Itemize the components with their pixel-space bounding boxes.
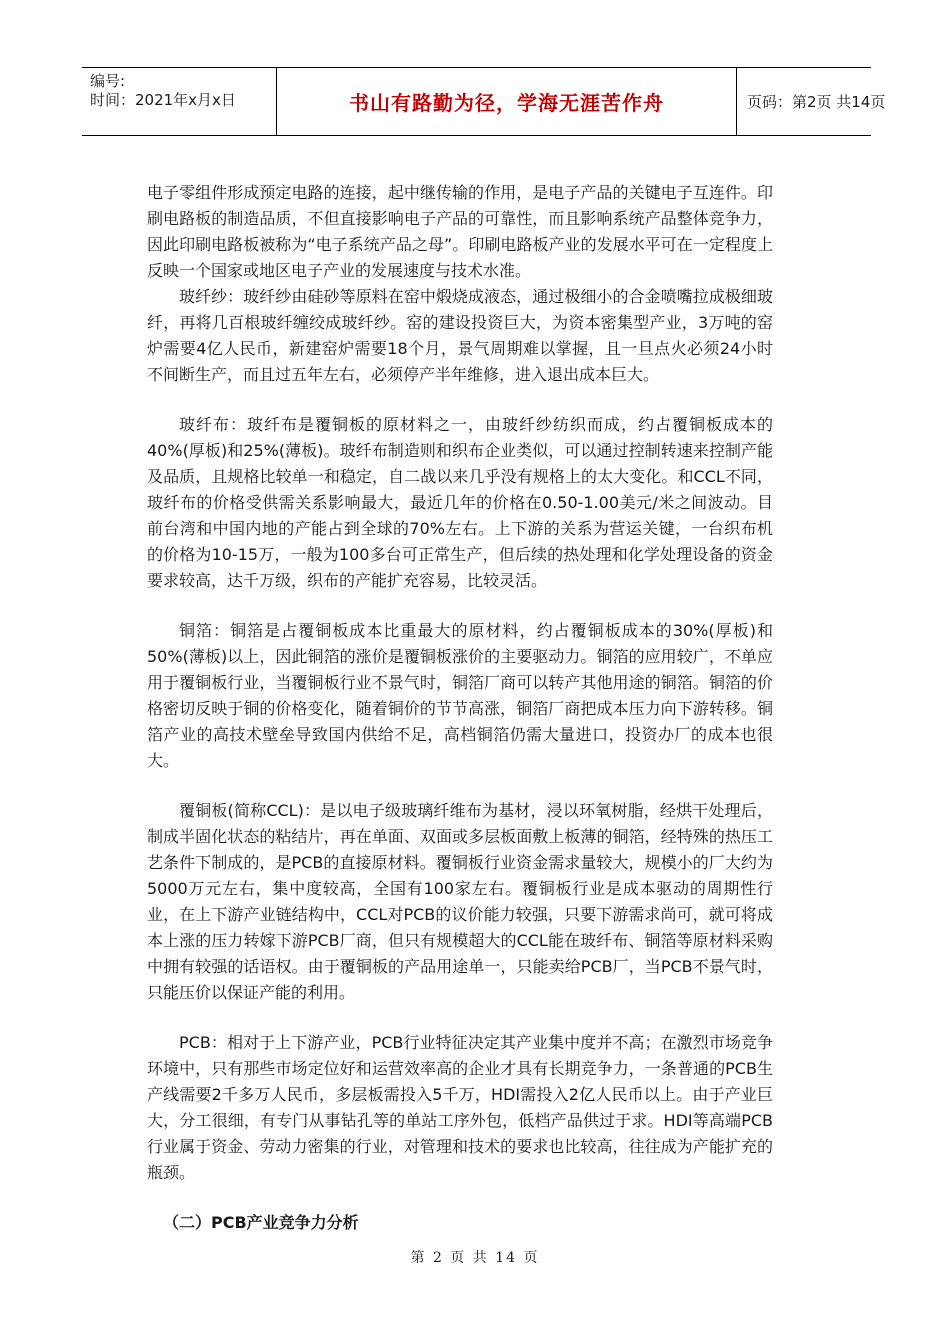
page-footer: 第 2 页 共 14 页 — [410, 1250, 540, 1266]
document-date-label: 时间：2021年x月x日 — [90, 91, 236, 109]
paragraph-pcb: PCB：相对于上下游产业，PCB行业特征决定其产业集中度并不高；在激烈市场竞争环境中，只有那些市场定位好和运营效率高的企业才具有长期竞争力，一条普通的PCB生产线需要2千多万人民币，多层板需投入5千万，HDI需投入2亿人民币以上。由于产业巨大，分工很细，有专门从事钻孔等的单站工序外包，低档产品供过于求。HDI等高端PCB行业属于资金、劳动力密集的行业，对管理和技术的要求也比较高，往往成为产能扩充的瓶颈。 — [147, 1033, 773, 1182]
document-number-label: 编号: — [90, 72, 126, 90]
section-heading: （二）PCB产业竞争力分析 — [163, 1213, 359, 1232]
paragraph-spacer — [147, 1186, 773, 1210]
paragraph-ccl: 覆铜板(简称CCL)：是以电子级玻璃纤维布为基材，浸以环氧树脂，经烘干处理后，制成半固化状态的粘结片，再在单面、双面或多层板面敷上板薄的铜箔，经特殊的热压工艺条件下制成的，是PCB的直接原材料。覆铜板行业资金需求量较大，规模小的厂大约为5000万元左右，集中度较高，全国有100家左右。覆铜板行业是成本驱动的周期性行业，在上下游产业链结构中，CCL对PCB的议价能力较强，只要下游需求尚可，就可将成本上涨的压力转嫁下游PCB厂商，但只有规模超大的CCL能在玻纤布、铜箔等原材料采购中拥有较强的话语权。由于覆铜板的产品用途单一，只能卖给PCB厂，当PCB不景气时，只能压价以保证产能的利用。 — [147, 801, 773, 1002]
paragraph-glass-cloth: 玻纤布：玻纤布是覆铜板的原材料之一，由玻纤纱纺织而成，约占覆铜板成本的40%(厚板)和25%(薄板)。玻纤布制造则和织布企业类似，可以通过控制转速来控制产能及品质，且规格比较单一和稳定，自二战以来几乎没有规格上的太大变化。和CCL不同，玻纤布的价格受供需关系影响最大，最近几年的价格在0.50-1.00美元/米之间波动。目前台湾和中国内地的产能占到全球的70%左右。上下游的关系为营运关键，一台织布机的价格为10-15万，一般为100多台可正常生产，但后续的热处理和化学处理设备的资金要求较高，达千万级，织布的产能扩充容易，比较灵活。 — [147, 415, 773, 590]
header-meta-cell — [82, 68, 277, 135]
paragraph-pcb-intro: 电子零组件形成预定电路的连接，起中继传输的作用，是电子产品的关键电子互连件。印刷电路板的制造品质，不但直接影响电子产品的可靠性，而且影响系统产品整体竞争力，因此印刷电路板被称为“电子系统产品之母”。印刷电路板产业的发展水平可在一定程度上反映一个国家或地区电子产业的发展速度与技术水准。 — [147, 183, 773, 280]
page-header — [82, 67, 886, 136]
paragraph-spacer — [147, 388, 773, 412]
paragraph-copper-foil: 铜箔：铜箔是占覆铜板成本比重最大的原材料，约占覆铜板成本的30%(厚板)和50%(薄板)以上，因此铜箔的涨价是覆铜板涨价的主要驱动力。铜箔的应用较广，不单应用于覆铜板行业，当覆铜板行业不景气时，铜箔厂商可以转产其他用途的铜箔。铜箔的价格密切反映于铜的价格变化，随着铜价的节节高涨，铜箔厂商把成本压力向下游转移。铜箔产业的高技术壁垒导致国内供给不足，高档铜箔仍需大量进口，投资办厂的成本也很大。 — [147, 621, 773, 770]
paragraph-spacer — [147, 774, 773, 798]
header-motto-cell — [277, 68, 737, 135]
header-page-info: 页码：第2页 共14页 — [747, 93, 886, 111]
header-page-cell — [737, 68, 886, 135]
document-body — [147, 180, 773, 1236]
paragraph-spacer — [147, 594, 773, 618]
paragraph-spacer — [147, 1006, 773, 1030]
header-motto: 书山有路勤为径，学海无涯苦作舟 — [349, 91, 664, 115]
paragraph-glass-yarn: 玻纤纱：玻纤纱由硅砂等原料在窑中煅烧成液态，通过极细小的合金喷嘴拉成极细玻纤，再将几百根玻纤缠绞成玻纤纱。窑的建设投资巨大，为资本密集型产业，3万吨的窑炉需要4亿人民币，新建窑炉需要18个月，景气周期难以掌握，且一旦点火必须24小时不间断生产，而且过五年左右，必须停产半年维修，进入退出成本巨大。 — [147, 287, 773, 384]
